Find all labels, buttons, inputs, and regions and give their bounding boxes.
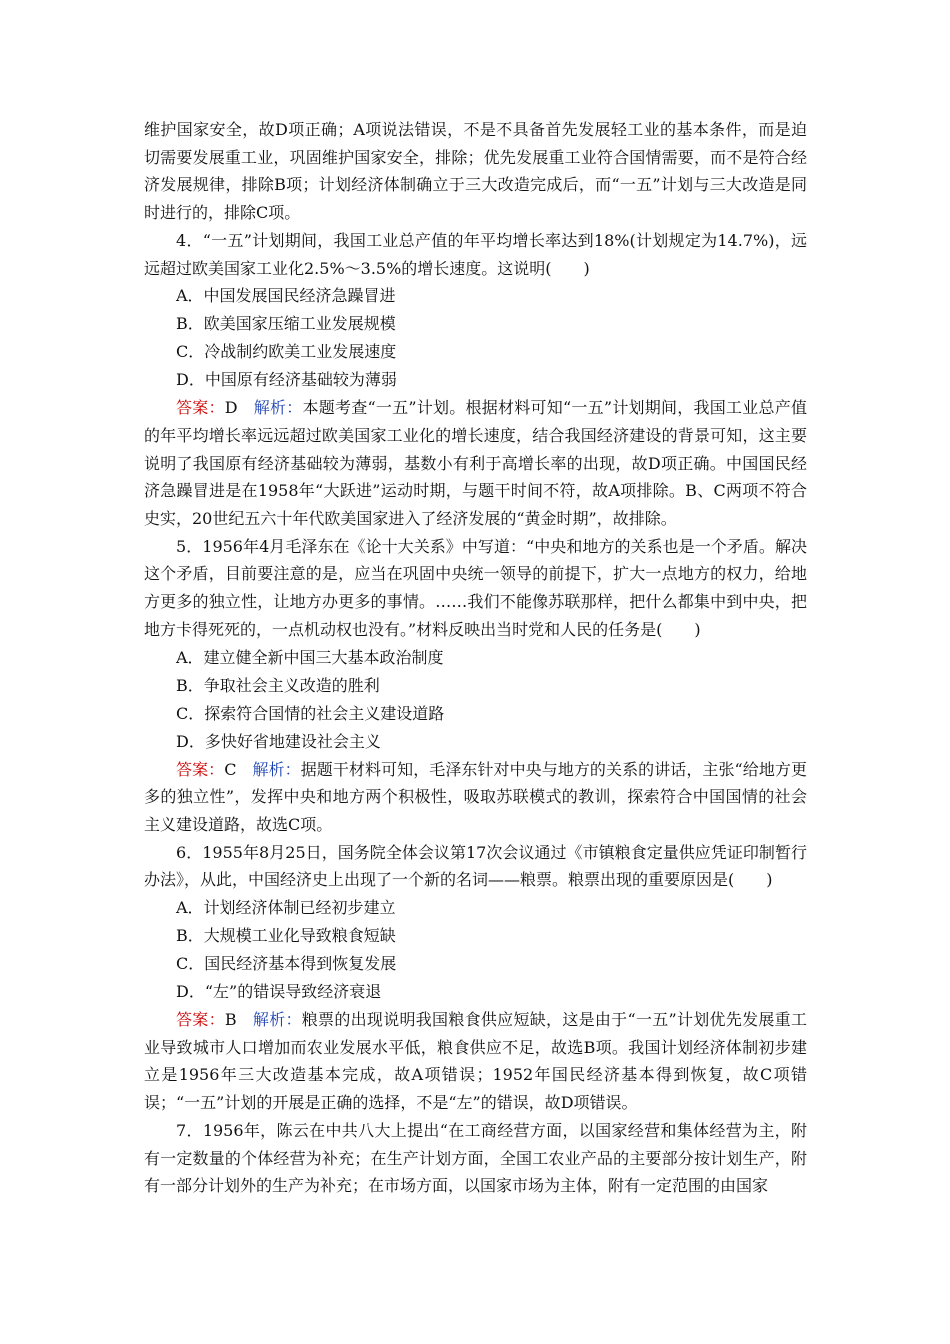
option-d: D．多快好省地建设社会主义 <box>176 731 381 751</box>
intro-paragraph: 维护国家安全，故D项正确；A项说法错误，不是不具备首先发展轻工业的基本条件，而是迫切需要发展重工业，巩固维护国家安全，排除；优先发展重工业符合国情需要，而不是符合经济发展规律，排除B项；计划经济体制确立于三大改造完成后，而“一五”计划与三大改造是同时进行的，排除C项。 <box>144 120 807 223</box>
answer-value: D <box>224 398 238 418</box>
answer-value: C <box>224 759 237 779</box>
analysis-text: 本题考查“一五”计划。根据材料可知“一五”计划期间，我国工业总产值的年平均增长率远远超过欧美国家工业化的增长速度，结合我国经济建设的背景可知，这主要说明了我国原有经济基础较为薄弱，基数小有利于高增长率的出现，故D项正确。中国国民经济急躁冒进是在1958年“大跃进”运动时期，与题干时间不符，故A项排除。B、C两项不符合史实，20世纪五六十年代欧美国家进入了经济发展的“黄金时期”，故排除。 <box>144 398 807 529</box>
question-5 <box>144 533 807 839</box>
analysis-text: 据题干材料可知，毛泽东针对中央与地方的关系的讲话，主张“给地方更多的独立性”，发挥中央和地方两个积极性，吸取苏联模式的教训，探索符合中国国情的社会主义建设道路，故选C项。 <box>144 759 807 834</box>
option-d: D．中国原有经济基础较为薄弱 <box>176 370 397 390</box>
question-6 <box>144 839 807 1117</box>
answer-block <box>144 1006 807 1117</box>
option-c: C．冷战制约欧美工业发展速度 <box>176 342 397 362</box>
option-c: C．探索符合国情的社会主义建设道路 <box>176 703 445 723</box>
answer-value: B <box>224 1010 237 1030</box>
question-stem: 4．“一五”计划期间，我国工业总产值的年平均增长率达到18%(计划规定为14.7%)，远远超过欧美国家工业化2.5%～3.5%的增长速度。这说明( ) <box>144 230 807 278</box>
option-a: A．建立健全新中国三大基本政治制度 <box>176 647 444 667</box>
analysis-label: 解析： <box>253 398 303 418</box>
option-d: D．“左”的错误导致经济衰退 <box>176 982 382 1002</box>
document-content <box>144 116 807 1200</box>
question-stem: 6．1955年8月25日，国务院全体会议第17次会议通过《市镇粮食定量供应凭证印制暂行办法》，从此，中国经济史上出现了一个新的名词——粮票。粮票出现的重要原因是( ) <box>144 842 807 890</box>
option-a: A．计划经济体制已经初步建立 <box>176 898 396 918</box>
question-stem: 5．1956年4月毛泽东在《论十大关系》中写道：“中央和地方的关系也是一个矛盾。解决这个矛盾，目前要注意的是，应当在巩固中央统一领导的前提下，扩大一点地方的权力，给地方更多的独立性，让地方办更多的事情。……我们不能像苏联那样，把什么都集中到中央，把地方卡得死死的，一点机动权也没有。”材料反映出当时党和人民的任务是( ) <box>144 536 807 639</box>
question-4 <box>144 227 807 533</box>
option-b: B．争取社会主义改造的胜利 <box>176 675 380 695</box>
analysis-text: 粮票的出现说明我国粮食供应短缺，这是由于“一五”计划优先发展重工业导致城市人口增加而农业发展水平低，粮食供应不足，故选B项。我国计划经济体制初步建立是1956年三大改造基本完成，故A项错误；1952年国民经济基本得到恢复，故C项错误；“一五”计划的开展是正确的选择，不是“左”的错误，故D项错误。 <box>144 1010 807 1113</box>
option-a: A．中国发展国民经济急躁冒进 <box>176 286 396 306</box>
answer-label: 答案： <box>176 398 225 418</box>
option-b: B．欧美国家压缩工业发展规模 <box>176 314 396 334</box>
question-7 <box>144 1117 807 1200</box>
analysis-label: 解析： <box>252 1010 302 1030</box>
answer-label: 答案： <box>176 759 225 779</box>
option-c: C．国民经济基本得到恢复发展 <box>176 954 397 974</box>
option-b: B．大规模工业化导致粮食短缺 <box>176 926 396 946</box>
answer-block <box>144 756 807 839</box>
answer-block <box>144 394 807 533</box>
analysis-label: 解析： <box>252 759 301 779</box>
answer-label: 答案： <box>176 1010 225 1030</box>
question-stem: 7．1956年，陈云在中共八大上提出“在工商经营方面，以国家经营和集体经营为主，附有一定数量的个体经营为补充；在生产计划方面，全国工农业产品的主要部分按计划生产，附有一部分计划外的生产为补充；在市场方面，以国家市场为主体，附有一定范围的由国家 <box>144 1120 807 1196</box>
